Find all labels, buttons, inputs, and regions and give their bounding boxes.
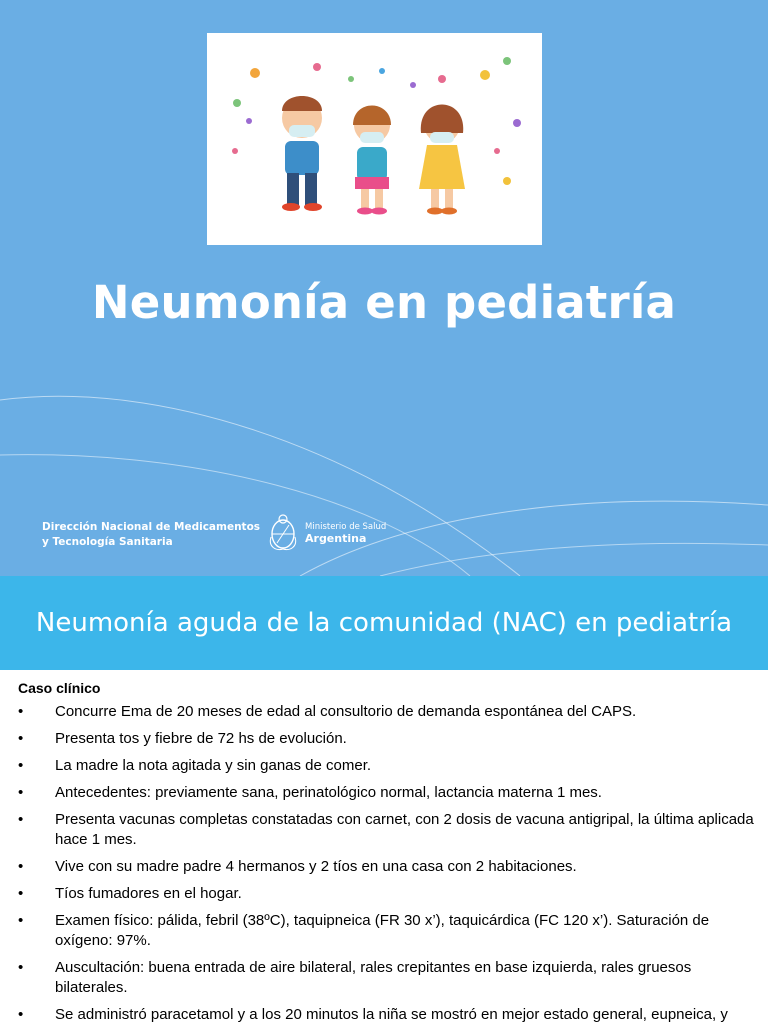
ministry-name bbox=[305, 522, 386, 545]
bullet-icon: • bbox=[18, 1006, 24, 1023]
bullet-list bbox=[18, 702, 754, 1025]
list-item-text: Presenta vacunas completas constatadas con carnet, con 2 dosis de vacuna antigripal, la última aplicada hace 1 mes. bbox=[55, 811, 754, 848]
organization-line-2: y Tecnología Sanitaria bbox=[42, 535, 173, 548]
ministry-line-1: Ministerio de Salud bbox=[305, 522, 387, 532]
bullet-icon: • bbox=[18, 858, 24, 875]
slide-title: Neumonía en pediatría bbox=[91, 276, 677, 329]
list-item bbox=[18, 958, 754, 998]
bullet-icon: • bbox=[18, 912, 24, 929]
case-content bbox=[18, 680, 754, 1032]
list-item bbox=[18, 857, 754, 877]
list-item-text: Presenta tos y fiebre de 72 hs de evolución. bbox=[55, 730, 347, 747]
list-item-text: Vive con su madre padre 4 hermanos y 2 tíos en una casa con 2 habitaciones. bbox=[55, 858, 577, 875]
section-title: Neumonía aguda de la comunidad (NAC) en pediatría bbox=[35, 608, 733, 638]
organization-name bbox=[42, 520, 260, 549]
bullet-icon: • bbox=[18, 703, 24, 720]
bullet-icon: • bbox=[18, 757, 24, 774]
list-item-text: Concurre Ema de 20 meses de edad al consultorio de demanda espontánea del CAPS. bbox=[55, 703, 637, 720]
case-heading: Caso clínico bbox=[18, 680, 101, 696]
list-item bbox=[18, 884, 754, 904]
bullet-icon: • bbox=[18, 811, 24, 828]
list-item bbox=[18, 810, 754, 850]
list-item-text: Examen físico: pálida, febril (38ºC), taquipneica (FR 30 x’), taquicárdica (FC 120 x’). Saturación de oxígeno: 97%. bbox=[55, 912, 710, 949]
list-item bbox=[18, 911, 754, 951]
list-item bbox=[18, 729, 754, 749]
list-item bbox=[18, 756, 754, 776]
ministry-line-2: Argentina bbox=[305, 532, 367, 545]
list-item-text: Auscultación: buena entrada de aire bilateral, rales crepitantes en base izquierda, rales gruesos bilaterales. bbox=[55, 959, 692, 996]
bullet-icon: • bbox=[18, 730, 24, 747]
list-item bbox=[18, 783, 754, 803]
list-item-text: La madre la nota agitada y sin ganas de comer. bbox=[55, 757, 372, 774]
organization-line-1: Dirección Nacional de Medicamentos bbox=[42, 521, 261, 533]
list-item bbox=[18, 702, 754, 722]
list-item-text: Antecedentes: previamente sana, perinatológico normal, lactancia materna 1 mes. bbox=[55, 784, 602, 801]
list-item-text: Se administró paracetamol y a los 20 minutos la niña se mostró en mejor estado general, eupneica, y bbox=[55, 1006, 728, 1023]
bullet-icon: • bbox=[18, 784, 24, 801]
list-item-text: Tíos fumadores en el hogar. bbox=[55, 885, 242, 902]
argentina-seal-icon bbox=[268, 513, 298, 553]
children-illustration bbox=[207, 33, 542, 245]
list-item bbox=[18, 1005, 754, 1025]
bullet-icon: • bbox=[18, 885, 24, 902]
bullet-icon: • bbox=[18, 959, 24, 976]
